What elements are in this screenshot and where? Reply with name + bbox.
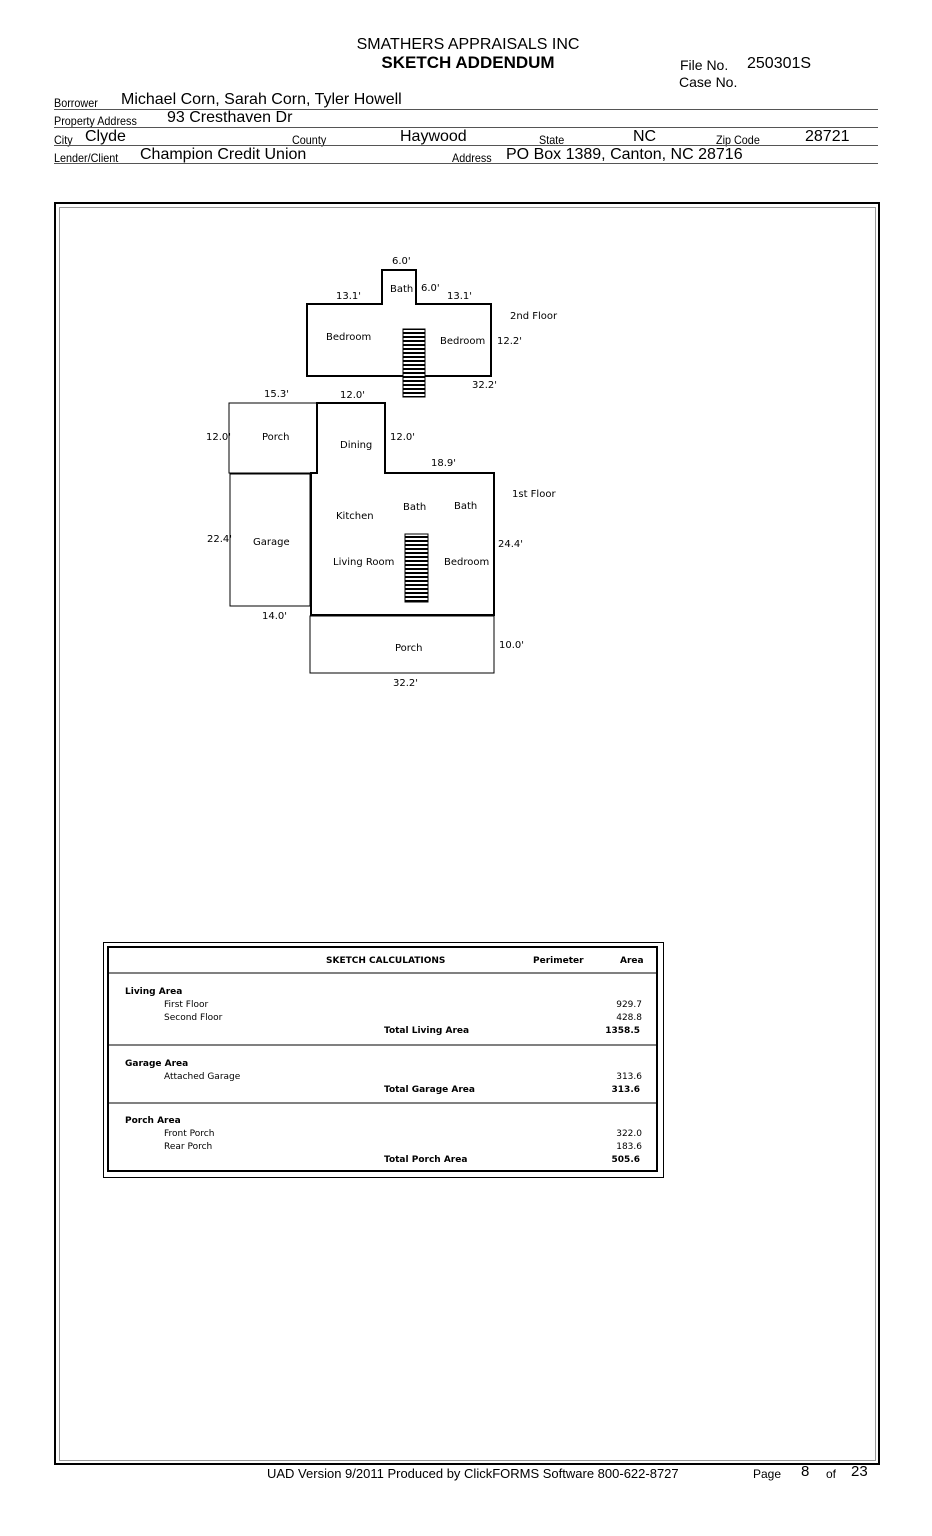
row-label: Front Porch bbox=[164, 1129, 215, 1139]
dim-label: 22.4' bbox=[207, 534, 233, 545]
dim-label: 13.1' bbox=[447, 291, 473, 302]
page-number: 8 bbox=[801, 1463, 810, 1480]
total-label: Total Living Area bbox=[384, 1026, 470, 1036]
dim-label: 18.9' bbox=[431, 458, 457, 469]
dim-label: 12.2' bbox=[497, 336, 523, 347]
zip-value: 28721 bbox=[805, 128, 850, 145]
floor-label: 2nd Floor bbox=[510, 311, 558, 322]
row-area: 313.6 bbox=[616, 1072, 642, 1082]
address-label: Address bbox=[452, 151, 492, 165]
row-area: 322.0 bbox=[616, 1129, 642, 1139]
total-label: Total Garage Area bbox=[384, 1085, 475, 1095]
dim-label: 15.3' bbox=[264, 389, 290, 400]
room-label: Dining bbox=[340, 440, 373, 451]
county-value: Haywood bbox=[400, 128, 467, 145]
row-label: Second Floor bbox=[164, 1013, 223, 1023]
zip-label: Zip Code bbox=[716, 133, 760, 147]
room-label: Bath bbox=[403, 502, 427, 513]
room-label: Garage bbox=[253, 537, 290, 548]
file-no-label: File No. bbox=[680, 57, 729, 73]
row-area: 929.7 bbox=[616, 1000, 642, 1010]
company-name: SMATHERS APPRAISALS INC bbox=[356, 36, 580, 53]
room-label: Bedroom bbox=[326, 332, 372, 343]
row-label: Attached Garage bbox=[164, 1072, 241, 1082]
dim-label: 10.0' bbox=[499, 640, 525, 651]
page-label: Page bbox=[753, 1467, 782, 1481]
state-label: State bbox=[539, 133, 565, 147]
row-area: 183.6 bbox=[616, 1142, 642, 1152]
property-label: Property Address bbox=[54, 114, 137, 128]
city-label: City bbox=[54, 133, 73, 147]
row-label: Rear Porch bbox=[164, 1142, 213, 1152]
dim-label: 12.0' bbox=[206, 432, 232, 443]
borrower-label: Borrower bbox=[54, 96, 98, 110]
total-label: Total Porch Area bbox=[384, 1155, 468, 1165]
total-pages: 23 bbox=[851, 1463, 868, 1480]
perimeter-header: Perimeter bbox=[533, 956, 584, 966]
of-label: of bbox=[826, 1467, 837, 1481]
property-value: 93 Cresthaven Dr bbox=[167, 109, 293, 126]
dim-label: 12.0' bbox=[340, 390, 366, 401]
dim-label: 32.2' bbox=[393, 678, 419, 689]
room-label: Bedroom bbox=[444, 557, 490, 568]
room-label: Bath bbox=[454, 501, 478, 512]
dim-label: 12.0' bbox=[390, 432, 416, 443]
city-value: Clyde bbox=[85, 128, 126, 145]
dim-label: 13.1' bbox=[336, 291, 362, 302]
room-label: Porch bbox=[395, 643, 423, 654]
total-value: 505.6 bbox=[611, 1155, 640, 1165]
floor-label: 1st Floor bbox=[512, 489, 556, 500]
dim-label: 14.0' bbox=[262, 611, 288, 622]
section-heading: Porch Area bbox=[125, 1116, 181, 1126]
room-label: Bedroom bbox=[440, 336, 486, 347]
section-heading: Garage Area bbox=[125, 1059, 189, 1069]
total-value: 313.6 bbox=[611, 1085, 640, 1095]
lender-value: Champion Credit Union bbox=[140, 146, 307, 163]
software-credit: UAD Version 9/2011 Produced by ClickFORMS Software 800-622-8727 bbox=[267, 1466, 679, 1481]
area-header: Area bbox=[620, 956, 644, 966]
dim-label: 32.2' bbox=[472, 380, 498, 391]
row-label: First Floor bbox=[164, 1000, 209, 1010]
address-value: PO Box 1389, Canton, NC 28716 bbox=[506, 146, 743, 163]
calculations-title: SKETCH CALCULATIONS bbox=[326, 956, 446, 966]
state-value: NC bbox=[633, 128, 657, 145]
section-heading: Living Area bbox=[125, 987, 183, 997]
case-no-label: Case No. bbox=[679, 74, 738, 90]
room-label: Bath bbox=[390, 284, 414, 295]
file-no-value: 250301S bbox=[747, 55, 812, 72]
borrower-value: Michael Corn, Sarah Corn, Tyler Howell bbox=[121, 91, 402, 108]
total-value: 1358.5 bbox=[605, 1026, 640, 1036]
room-label: Porch bbox=[262, 432, 290, 443]
lender-label: Lender/Client bbox=[54, 151, 119, 165]
dim-label: 6.0' bbox=[392, 256, 411, 267]
page-title: SKETCH ADDENDUM bbox=[381, 53, 555, 72]
row-area: 428.8 bbox=[616, 1013, 642, 1023]
dim-label: 24.4' bbox=[498, 539, 524, 550]
room-label: Living Room bbox=[333, 557, 395, 568]
room-label: Kitchen bbox=[336, 511, 374, 522]
dim-label: 6.0' bbox=[421, 283, 440, 294]
county-label: County bbox=[292, 133, 327, 147]
